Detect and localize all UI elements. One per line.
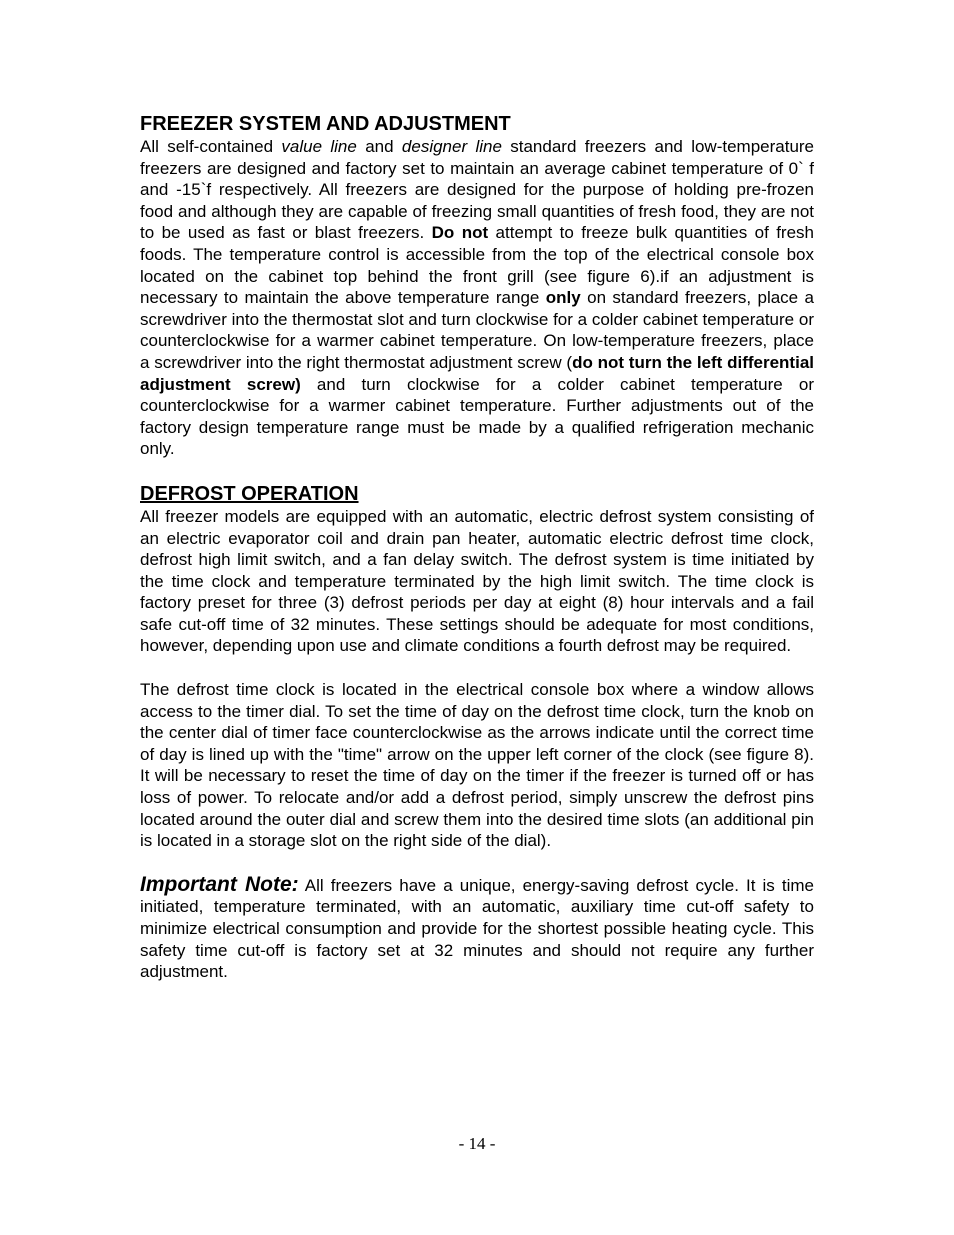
paragraph-important-note <box>140 874 814 983</box>
paragraph-spacer <box>140 657 814 679</box>
text-run: attempt to freeze bulk quantities of fresh foods. The temperature control is accessible from the top of the electrical console box located on the cabinet top behind the front grill (see figure 6).if an adjustment is necessary to maintain the above temperature range <box>140 223 814 308</box>
paragraph-defrost-clock: The defrost time clock is located in the electrical console box where a window allows access to the timer dial. To set the time of day on the defrost time clock, turn the knob on the center dial of timer face counterclockwise as the arrows indicate until the correct time of day is lined up with the "time" arrow on the upper left corner of the clock (see figure 8). It will be necessary to reset the time of day on the timer if the freezer is turned off or has loss of power. To relocate and/or add a defrost period, simply unscrew the defrost pins located around the outer dial and screw them into the desired time slots (an additional pin is located in a storage slot on the right side of the dial). <box>140 680 814 851</box>
paragraph-defrost-system: All freezer models are equipped with an automatic, electric defrost system consisting of an electric evaporator coil and drain pan heater, automatic electric defrost time clock, defrost high limit switch, and a fan delay switch. The defrost system is time initiated by the time clock and temperature terminated by the high limit switch. The time clock is factory preset for three (3) defrost periods per day at eight (8) hour intervals and a fail safe cut-off time of 32 minutes. These settings should be adequate for most conditions, however, depending upon use and climate conditions a fourth defrost may be required. <box>140 506 814 656</box>
heading-freezer-system: FREEZER SYSTEM AND ADJUSTMENT <box>140 113 511 135</box>
section-freezer-system <box>140 112 814 460</box>
text-run: and <box>356 137 402 156</box>
important-note-label: Important Note: <box>140 872 299 896</box>
text-run-italic: value line <box>281 137 357 156</box>
important-note-text: All freezers have a unique, energy-saving defrost cycle. It is time initiated, temperature terminated, with an automatic, auxiliary time cut-off safety to minimize electrical consumption and provide for the shortest possible heating cycle. This safety time cut-off is factory set at 32 minutes and should not require any further adjustment. <box>140 875 814 982</box>
text-run-bold: Do not <box>431 223 489 243</box>
section-spacer <box>140 852 814 874</box>
section-defrost-operation <box>140 482 814 852</box>
paragraph-freezer-system <box>140 136 814 460</box>
text-run: and turn clockwise for a colder cabinet temperature or counterclockwise for a warmer cabinet temperature. Further adjustments out of the factory design temperature range must be made by a qualified refrigeration mechanic only. <box>140 374 815 459</box>
text-run: standard freezers and low-temperature freezers are designed and factory set to maintain an average cabinet temperature of 0` f and -15`f respectively. All freezers are designed for the purpose of holding pre-frozen food and although they are capable of freezing small quantities of fresh food, they are not to be used as fast or blast freezers. <box>140 137 815 243</box>
page-number: - 14 - <box>458 1134 496 1153</box>
heading-defrost-operation: DEFROST OPERATION <box>140 482 359 505</box>
section-important-note <box>140 874 814 983</box>
text-run: on standard freezers, place a screwdriver into the thermostat slot and turn clockwise for a colder cabinet temperature or counterclockwise for a warmer cabinet temperature. On low-temperature freezers, place a screwdriver into the right thermostat adjustment screw ( <box>140 288 814 372</box>
text-run-bold: only <box>545 288 581 308</box>
section-spacer <box>140 460 814 482</box>
text-run-bold: do not turn the left differential adjustment screw) <box>140 352 814 394</box>
document-page <box>140 112 814 983</box>
text-run: All self-contained <box>140 137 282 156</box>
text-run-italic: designer line <box>401 137 502 156</box>
